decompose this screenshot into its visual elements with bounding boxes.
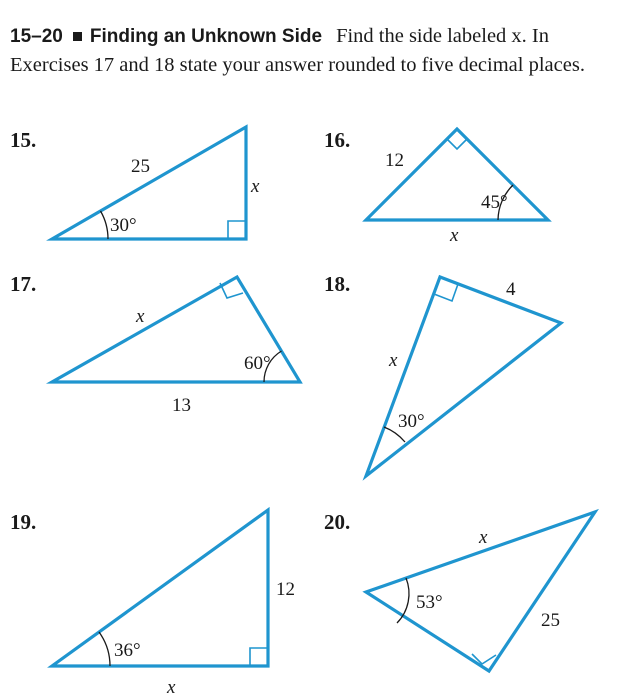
label-15-hypotenuse: 25 bbox=[131, 156, 150, 177]
right-angle-mark-19 bbox=[250, 648, 268, 666]
triangle-17 bbox=[52, 277, 300, 416]
label-19-opposite: 12 bbox=[276, 579, 295, 600]
label-19-side-x: x bbox=[167, 677, 176, 698]
exercise-number-18: 18. bbox=[324, 272, 351, 296]
angle-arc-20 bbox=[397, 578, 409, 623]
label-18-angle: 30° bbox=[398, 411, 425, 432]
triangle-15-outline bbox=[52, 127, 246, 239]
angle-arc-15 bbox=[101, 211, 109, 239]
exercise-number-19: 19. bbox=[10, 510, 37, 534]
right-angle-mark-15 bbox=[228, 221, 246, 239]
exercise-number-16: 16. bbox=[324, 128, 351, 152]
exercise-range: 15–20 bbox=[10, 26, 63, 47]
label-17-angle: 60° bbox=[244, 353, 271, 374]
triangle-18 bbox=[366, 277, 561, 476]
triangle-19 bbox=[52, 510, 295, 698]
label-16-leg: 12 bbox=[385, 150, 404, 171]
label-18-short-leg: 4 bbox=[506, 279, 516, 300]
triangle-20 bbox=[366, 512, 595, 671]
triangle-18-outline bbox=[366, 277, 561, 476]
triangle-16 bbox=[366, 129, 548, 246]
angle-arc-19 bbox=[99, 632, 110, 666]
label-19-angle: 36° bbox=[114, 640, 141, 661]
label-20-opposite: 25 bbox=[541, 610, 560, 631]
triangle-15 bbox=[52, 127, 260, 239]
label-17-hypotenuse: 13 bbox=[172, 395, 191, 416]
right-angle-mark-16 bbox=[447, 139, 467, 149]
triangle-16-outline bbox=[366, 129, 548, 220]
triangle-19-outline bbox=[52, 510, 268, 666]
instruction-text: Find the side labeled x. In Exercises 17 and 18 state your answer rounded to five decimal places. bbox=[10, 25, 585, 76]
exercise-number-17: 17. bbox=[10, 272, 37, 296]
exercise-number-15: 15. bbox=[10, 128, 37, 152]
label-20-side-x: x bbox=[479, 527, 488, 548]
label-15-angle: 30° bbox=[110, 215, 137, 236]
label-17-side-x: x bbox=[136, 306, 145, 327]
exercise-number-20: 20. bbox=[324, 510, 351, 534]
label-16-angle: 45° bbox=[481, 192, 508, 213]
section-title: Finding an Unknown Side bbox=[89, 26, 323, 47]
label-16-side-x: x bbox=[450, 225, 459, 246]
label-18-side-x: x bbox=[389, 350, 398, 371]
label-15-side-x: x bbox=[251, 176, 260, 197]
label-20-angle: 53° bbox=[416, 592, 443, 613]
